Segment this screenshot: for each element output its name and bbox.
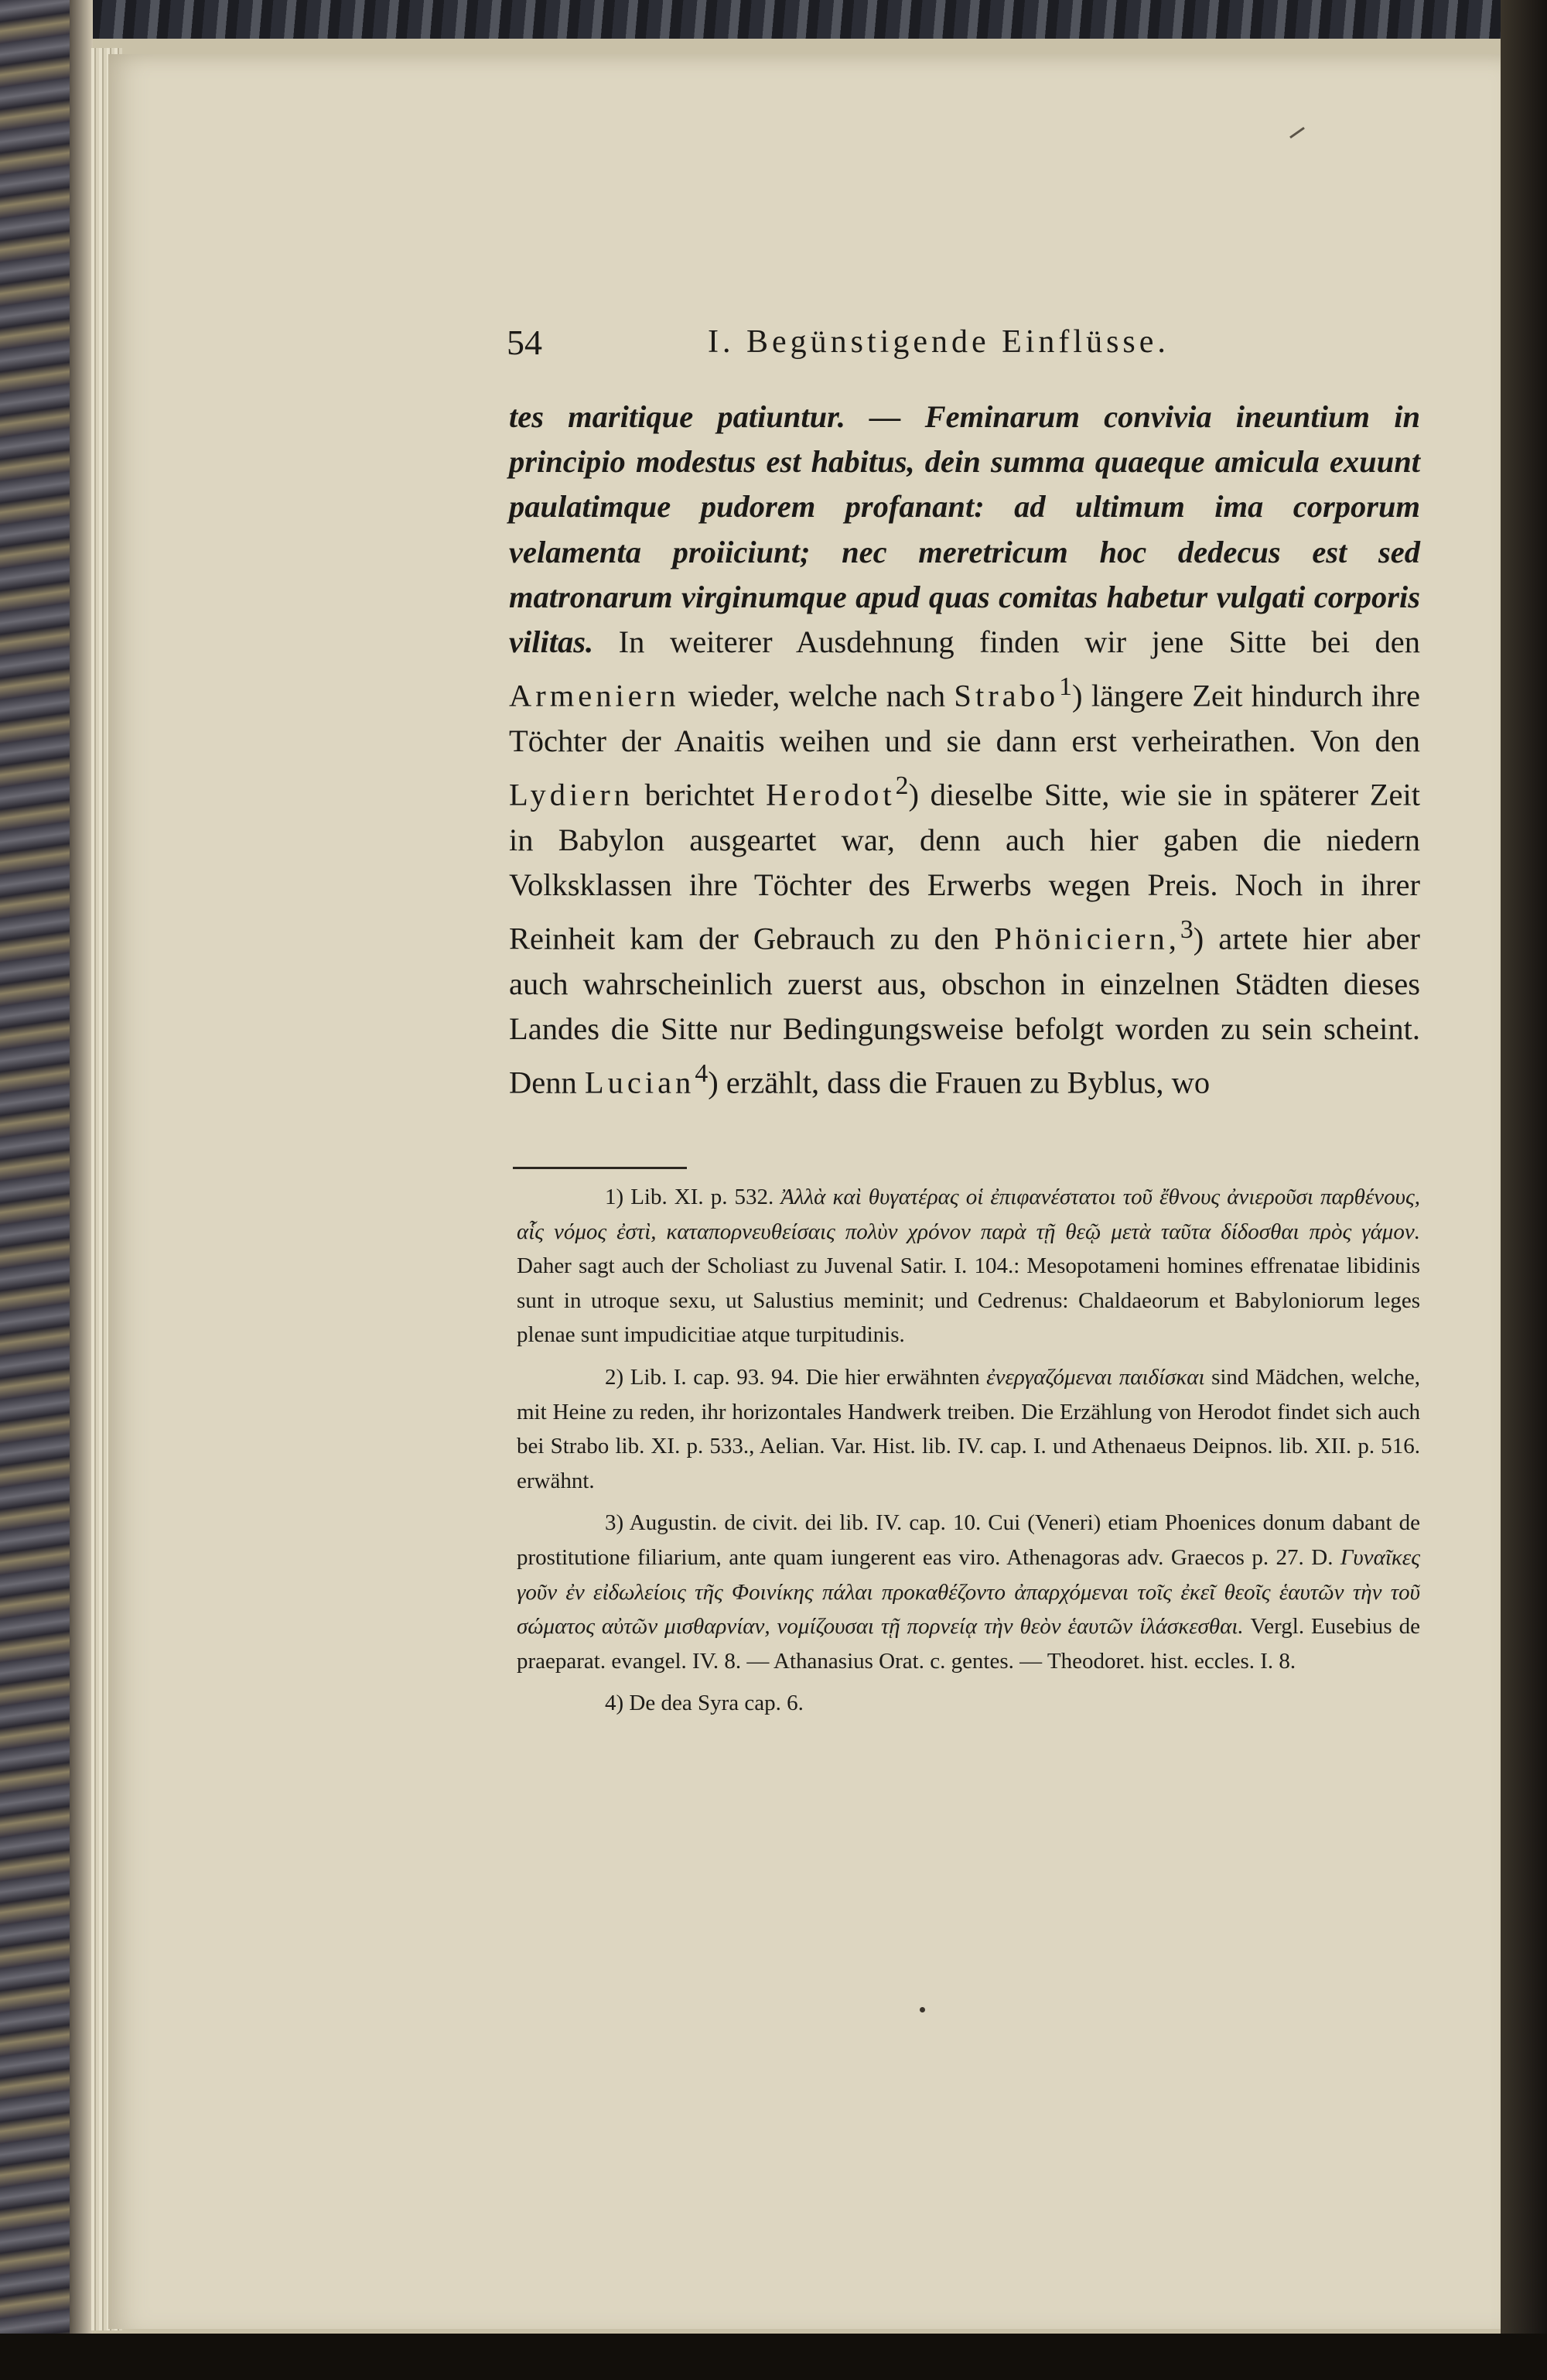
name-armeniern: Armeniern	[509, 678, 680, 713]
footnote-2	[517, 1360, 1420, 1498]
footnote-2-ref: 2) Lib. I. cap. 93. 94. Die hier erwähnten	[605, 1364, 987, 1390]
name-lucian: Lucian	[584, 1065, 695, 1100]
body-text-segment: ) längere Zeit hindurch ihre Töchter der Anaitis weihen und sie dann erst verheirathen. Von den	[509, 678, 1420, 758]
name-lydiern: Lydiern	[509, 777, 633, 812]
body-text-segment: ) erzählt, dass die Frauen zu Byblus, wo	[708, 1065, 1211, 1100]
footnote-ref-4: 4	[695, 1059, 709, 1089]
body-text-segment: wieder, welche nach	[679, 678, 954, 713]
body-text-segment: ) artete hier aber auch wahrscheinlich zuerst aus, obschon in einzelnen Städten dieses Landes die Sitte nur Bedingungsweise befolgt worden zu sein scheint. Denn	[509, 921, 1420, 1100]
footnote-4: 4) De dea Syra cap. 6.	[605, 1691, 804, 1716]
footnote-ref-2: 2	[895, 771, 909, 801]
body-paragraph	[509, 395, 1420, 1106]
greek-quotation: ἐνεργαζόμεναι παιδίσκαι	[986, 1364, 1205, 1390]
footnote-1-text: Daher sagt auch der Scholiast zu Juvenal Satir. I. 104.: Mesopotameni homines effrenatae libidinis sunt in utroque sexu, ut Salustius meminit; und Cedrenus: Chaldaeorum et Babyloniorum leges plenae sunt impudicitiae atque turpitudinis.	[517, 1253, 1420, 1348]
footnote-rule	[513, 1167, 687, 1169]
body-text-segment: berichtet	[633, 777, 766, 812]
footnote-1-ref: 1) Lib. XI. p. 532.	[605, 1185, 781, 1209]
greek-quotation: Ἀλλὰ καὶ θυγατέρας οἱ ἐπιφανέστατοι τοῦ ἔθνους ἀνιεροῦσι παρθένους, αἷς νόμος ἐστὶ, καταπορνευθείσαις πολὺν χρόνον παρὰ τῇ θεῷ μετὰ ταῦτα δίδοσθαι πρὸς γάμον.	[517, 1185, 1421, 1244]
page-header	[507, 322, 1512, 376]
ink-spot	[920, 2007, 925, 2012]
name-herodot: Herodot	[765, 777, 896, 812]
footnote-2-text: sind Mädchen, welche, mit Heine zu reden, ihr horizontales Handwerk treiben. Die Erzählung von Herodot findet sich auch bei Strabo lib. XI. p. 533., Aelian. Var. Hist. lib. IV. cap. I. und Athenaeus Deipnos. lib. XII. p. 516. erwähnt.	[517, 1364, 1421, 1493]
footnote-ref-1: 1	[1059, 672, 1073, 702]
footnotes	[517, 1180, 1420, 1729]
latin-quotation: tes maritique patiuntur. — Feminarum convivia ineuntium in principio modestus est habitus, dein summa quaeque amicula exuunt paulatimque pudorem profanant: ad ultimum ima corporum velamenta proiiciunt; nec meretricum hoc dedecus est sed matronarum virginumque apud quas comitas habetur vulgati corporis vilitas.	[509, 399, 1420, 660]
body-text-segment: ) dieselbe Sitte, wie sie in späterer Zeit in Babylon ausgeartet war, denn auch hier gaben die niedern Volksklassen ihre Töchter des Erwerbs wegen Preis. Noch in ihrer Reinheit kam der Gebrauch zu den	[509, 777, 1420, 956]
page-number: 54	[507, 323, 542, 362]
name-phoniciern: Phöniciern,	[994, 921, 1180, 956]
bottom-dark-edge	[0, 2334, 1547, 2380]
greek-quotation: Γυναῖκες γοῦν ἐν εἰδωλείοις τῆς Φοινίκης πάλαι προκαθέζοντο ἀπαρχόμεναι τοῖς ἐκεῖ θεοῖς ἑαυτῶν τὴν τοῦ σώματος αὐτῶν μισθαρνίαν, νομίζουσαι τῇ πορνείᾳ τὴν θεὸν ἑαυτῶν ἱλάσκεσθαι.	[517, 1544, 1420, 1640]
footnote-1	[517, 1180, 1420, 1352]
book-spine	[0, 0, 93, 2380]
running-head: I. Begünstigende Einflüsse.	[708, 324, 1170, 360]
footnote-3-ref: 3) Augustin. de civit. dei lib. IV. cap. 10. Cui (Veneri) etiam Phoenices donum dabant de prostitutione filiarium, ante quam iungerent eas viro. Athenagoras adv. Graecos p. 27. D.	[517, 1510, 1420, 1570]
footnote-3	[517, 1506, 1420, 1678]
body-text-segment: In weiterer Ausdehnung finden wir jene Sitte bei den	[593, 624, 1420, 660]
footnote-3-text: Vergl. Eusebius de praeparat. evangel. IV. 8. — Athanasius Orat. c. gentes. — Theodoret. hist. eccles. I. 8.	[517, 1614, 1420, 1674]
name-strabo: Strabo	[954, 678, 1060, 713]
footnote-ref-3: 3	[1180, 915, 1194, 945]
